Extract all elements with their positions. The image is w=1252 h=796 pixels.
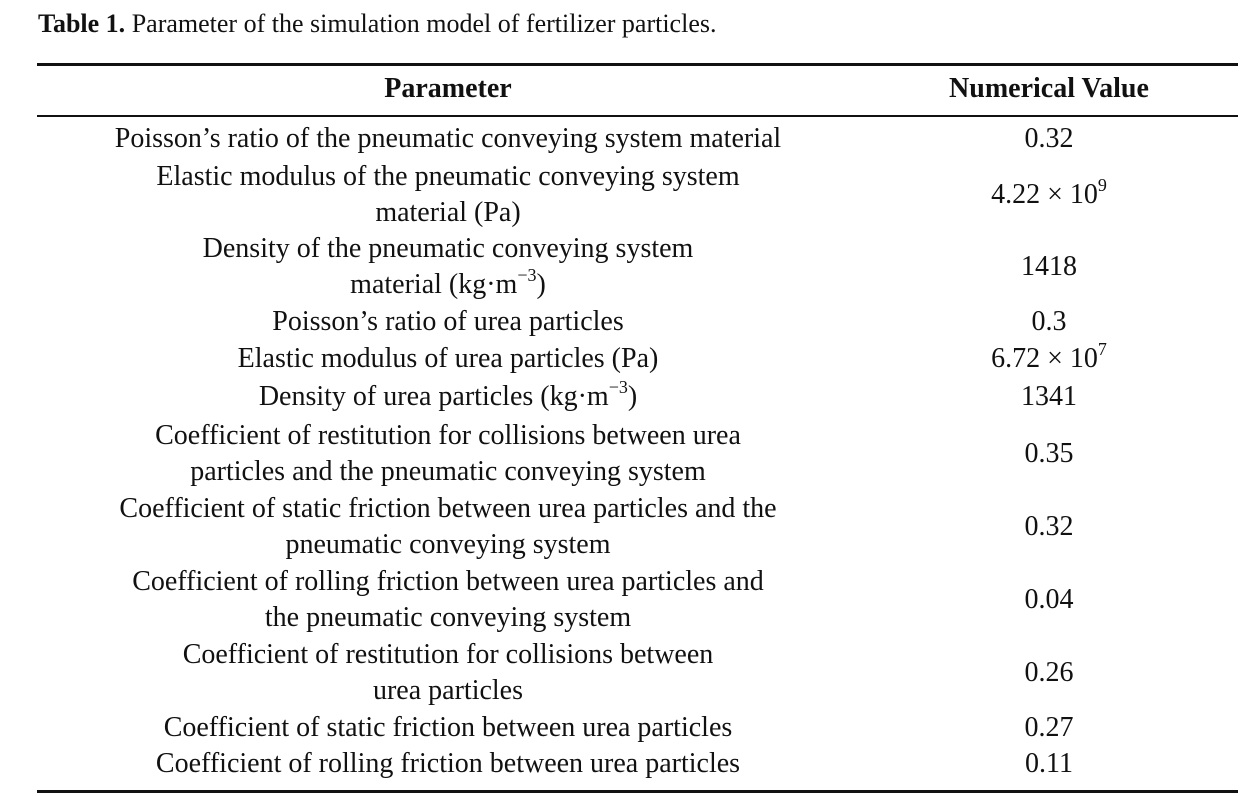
header-value: Numerical Value xyxy=(949,73,1149,104)
top-rule xyxy=(37,63,1238,66)
parameter-cell: Coefficient of rolling friction between urea particles xyxy=(155,748,741,779)
parameter-cell: Coefficient of static friction between urea particles xyxy=(163,712,733,743)
value-cell: 0.32 xyxy=(1024,123,1074,154)
value-cell: 0.27 xyxy=(1024,712,1074,743)
header-rule xyxy=(37,115,1238,117)
value-cell: 0.35 xyxy=(1024,438,1074,469)
parameter-cell: Poisson’s ratio of urea particles xyxy=(272,306,624,337)
table-caption-text: Parameter of the simulation model of fertilizer particles. xyxy=(131,9,717,38)
parameter-cell: Elastic modulus of urea particles (Pa) xyxy=(237,343,659,374)
value-cell: 0.11 xyxy=(1025,748,1073,779)
table-caption xyxy=(38,7,716,41)
value-cell: 0.32 xyxy=(1024,511,1074,542)
value-cell: 1341 xyxy=(1021,381,1077,412)
value-cell: $4.22 \times 10^9$ xyxy=(991,174,1107,210)
parameter-cell: Coefficient of rolling friction between urea particles and the pneumatic conveying system xyxy=(132,566,764,633)
parameter-cell: Density of the pneumatic conveying system material $(kg\cdot m^{-3})$ xyxy=(202,233,694,300)
parameter-cell: Coefficient of restitution for collisions between urea particles and the pneumatic conveying system xyxy=(155,420,741,487)
value-cell: 0.26 xyxy=(1024,657,1074,688)
parameter-cell: Coefficient of restitution for collisions between urea particles xyxy=(182,639,714,706)
header-parameter: Parameter xyxy=(384,73,512,104)
parameter-cell: Density of urea particles $(kg\cdot m^{-3})$ xyxy=(258,376,638,412)
parameter-cell: Elastic modulus of the pneumatic conveying system material (Pa) xyxy=(156,161,740,228)
value-cell: 0.3 xyxy=(1031,306,1067,337)
parameter-cell: Coefficient of static friction between urea particles and the pneumatic conveying system xyxy=(119,493,777,560)
value-cell: $6.72 \times 10^7$ xyxy=(991,338,1107,374)
parameter-cell: Poisson’s ratio of the pneumatic conveying system material xyxy=(114,123,782,154)
value-cell: 1418 xyxy=(1021,251,1077,282)
value-cell: 0.04 xyxy=(1024,584,1074,615)
bottom-rule xyxy=(37,790,1238,793)
table-label: Table 1. xyxy=(38,9,126,38)
